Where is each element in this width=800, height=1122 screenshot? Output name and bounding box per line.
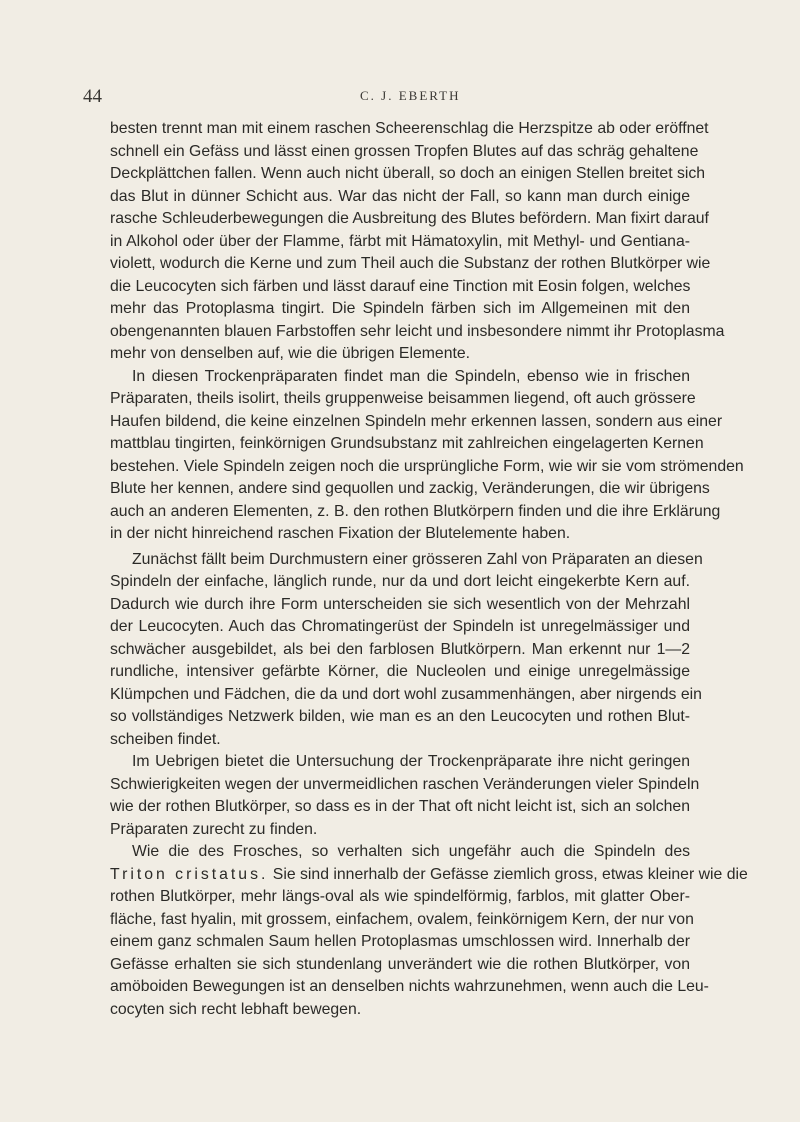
- text-line: mattblau tingirten, feinkörnigen Grundsubstanz mit zahlreichen eingelagerten Kernen: [110, 435, 704, 452]
- page-header: [0, 86, 800, 108]
- paragraph: [110, 366, 744, 546]
- running-head: C. J. EBERTH: [360, 88, 461, 103]
- text-line: Blute her kennen, andere sind gequollen und zackig, Veränderungen, die wir übrigens: [110, 480, 710, 497]
- text-line: scheiben findet.: [110, 730, 221, 748]
- text-line: so vollständiges Netzwerk bilden, wie man es an den Leucocyten und rothen Blut-: [110, 708, 690, 725]
- text-line: der Leucocyten. Auch das Chromatingerüst der Spindeln ist unregelmässiger und: [110, 618, 690, 635]
- text-line: schnell ein Gefäss und lässt einen grossen Tropfen Blutes auf das schräg gehaltene: [110, 142, 699, 160]
- text-line: einem ganz schmalen Saum hellen Protoplasmas umschlossen wird. Innerhalb der: [110, 933, 690, 950]
- text-line: Dadurch wie durch ihre Form unterscheiden sie sich wesentlich von der Mehrzahl: [110, 595, 690, 613]
- text-line: mehr von denselben auf, wie die übrigen Elemente.: [110, 345, 471, 362]
- text-line: schwächer ausgebildet, als bei den farblosen Blutkörpern. Man erkennt nur 1—2: [110, 640, 690, 658]
- text-line: cocyten sich recht lebhaft bewegen.: [110, 1000, 362, 1018]
- text-line: Schwierigkeiten wegen der unvermeidlichen raschen Veränderungen vieler Spindeln: [110, 775, 700, 793]
- species-name: Triton cristatus.: [110, 865, 269, 883]
- text-line: In diesen Trockenpräparaten findet man die Spindeln, ebenso wie in frischen: [132, 367, 690, 385]
- text-line: Zunächst fällt beim Durchmustern einer grösseren Zahl von Präparaten an diesen: [132, 550, 703, 568]
- page-number: 44: [83, 86, 102, 107]
- paragraph: [110, 751, 700, 841]
- text-line: Spindeln der einfache, länglich runde, nur da und dort leicht eingekerbte Kern auf.: [110, 573, 690, 590]
- paragraph: [110, 546, 703, 752]
- text-line: Präparaten zurecht zu finden.: [110, 820, 318, 838]
- text-line: Im Uebrigen bietet die Untersuchung der Trockenpräparate ihre nicht geringen: [132, 753, 690, 770]
- text-line: fläche, fast hyalin, mit grossem, einfachem, ovalem, feinkörnigem Kern, der nur von: [110, 910, 694, 928]
- text-line: mehr das Protoplasma tingirt. Die Spindeln färben sich im Allgemeinen mit den: [110, 300, 690, 317]
- text-line: Präparaten, theils isolirt, theils gruppenweise beisammen liegend, oft auch grössere: [110, 390, 696, 407]
- text-fragment: Sie sind innerhalb der Gefässe ziemlich gross, etwas kleiner wie die: [268, 865, 748, 883]
- text-line: rasche Schleuderbewegungen die Ausbreitung des Blutes befördern. Man fixirt darauf: [110, 210, 709, 227]
- text-line: das Blut in dünner Schicht aus. War das nicht der Fall, so kann man durch einige: [110, 187, 690, 205]
- text-line: rothen Blutkörper, mehr längs-oval als wie spindelförmig, farblos, mit glatter Ober-: [110, 888, 690, 905]
- text-line: die Leucocyten sich färben und lässt darauf eine Tinction mit Eosin folgen, welches: [110, 277, 691, 295]
- text-line: obengenannten blauen Farbstoffen sehr leicht und insbesondere nimmt ihr Protoplasma: [110, 322, 725, 340]
- text-line: [110, 864, 748, 887]
- text-line: Gefässe erhalten sie sich stundenlang unverändert wie die rothen Blutkörper, von: [110, 955, 690, 973]
- text-line: in Alkohol oder über der Flamme, färbt mit Hämatoxylin, mit Methyl- und Gentiana-: [110, 232, 690, 250]
- text-line: Wie die des Frosches, so verhalten sich ungefähr auch die Spindeln des: [132, 843, 690, 860]
- text-line: rundliche, intensiver gefärbte Körner, die Nucleolen und einige unregelmässige: [110, 663, 690, 680]
- text-line: in der nicht hinreichend raschen Fixation der Blutelemente haben.: [110, 525, 571, 542]
- text-line: Deckplättchen fallen. Wenn auch nicht überall, so doch an einigen Stellen breitet sich: [110, 165, 706, 182]
- text-line: violett, wodurch die Kerne und zum Theil auch die Substanz der rothen Blutkörper wie: [110, 255, 711, 272]
- paragraph: [110, 841, 748, 1021]
- body-text: [110, 118, 748, 1021]
- text-line: Klümpchen und Fädchen, die da und dort wohl zusammenhängen, aber nirgends ein: [110, 685, 702, 703]
- text-line: amöboiden Bewegungen ist an denselben nichts wahrzunehmen, wenn auch die Leu-: [110, 978, 709, 995]
- paragraph: [110, 118, 725, 366]
- text-line: wie der rothen Blutkörper, so dass es in der That oft nicht leicht ist, sich an solchen: [110, 798, 690, 815]
- text-line: Haufen bildend, die keine einzelnen Spindeln mehr erkennen lassen, sondern aus einer: [110, 412, 723, 430]
- text-line: bestehen. Viele Spindeln zeigen noch die ursprüngliche Form, wie wir sie vom strömenden: [110, 457, 744, 475]
- text-line: auch an anderen Elementen, z. B. den rothen Blutkörpern finden und die ihre Erklärung: [110, 502, 721, 520]
- text-line: besten trennt man mit einem raschen Scheerenschlag die Herzspitze ab oder eröffnet: [110, 120, 709, 137]
